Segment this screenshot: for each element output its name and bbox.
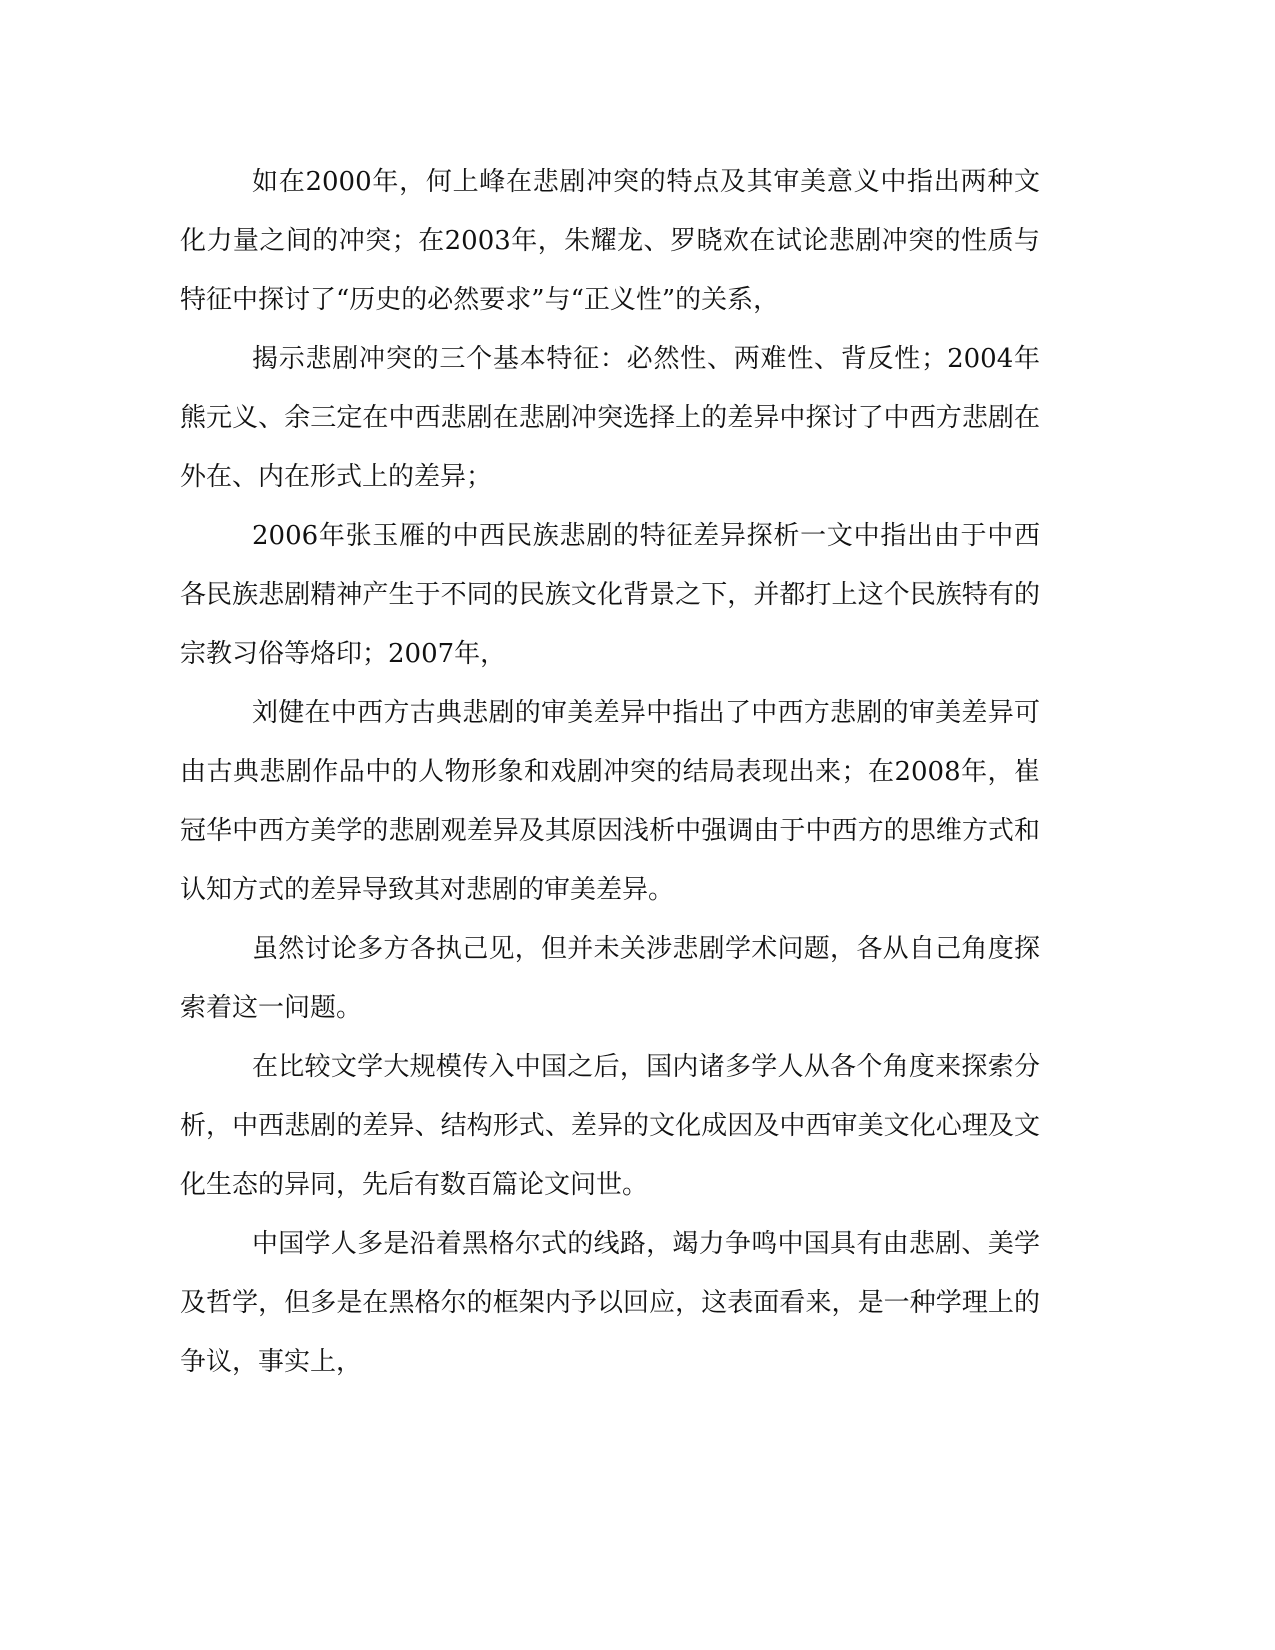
paragraph-3: 2006年张玉雁的中西民族悲剧的特征差异探析一文中指出由于中西各民族悲剧精神产生于不同的民族文化背景之下，并都打上这个民族特有的宗教习俗等烙印；2007年， xyxy=(180,521,1040,669)
paragraph-1: 如在2000年，何上峰在悲剧冲突的特点及其审美意义中指出两种文化力量之间的冲突；在2003年，朱耀龙、罗晓欢在试论悲剧冲突的性质与特征中探讨了“历史的必然要求”与“正义性”的关系， xyxy=(180,167,1040,315)
body-text xyxy=(180,153,1040,1392)
paragraph-5: 虽然讨论多方各执己见，但并未关涉悲剧学术问题，各从自己角度探索着这一问题。 xyxy=(180,934,1040,1023)
paragraph-7: 中国学人多是沿着黑格尔式的线路，竭力争鸣中国具有由悲剧、美学及哲学，但多是在黑格尔的框架内予以回应，这表面看来，是一种学理上的争议，事实上， xyxy=(180,1229,1040,1377)
paragraph-4: 刘健在中西方古典悲剧的审美差异中指出了中西方悲剧的审美差异可由古典悲剧作品中的人物形象和戏剧冲突的结局表现出来；在2008年，崔冠华中西方美学的悲剧观差异及其原因浅析中强调由于中西方的思维方式和认知方式的差异导致其对悲剧的审美差异。 xyxy=(180,698,1040,905)
paragraph-6: 在比较文学大规模传入中国之后，国内诸多学人从各个角度来探索分析，中西悲剧的差异、结构形式、差异的文化成因及中西审美文化心理及文化生态的异同，先后有数百篇论文问世。 xyxy=(180,1052,1040,1200)
paragraph-2: 揭示悲剧冲突的三个基本特征：必然性、两难性、背反性；2004年熊元义、余三定在中西悲剧在悲剧冲突选择上的差异中探讨了中西方悲剧在外在、内在形式上的差异； xyxy=(180,344,1040,492)
